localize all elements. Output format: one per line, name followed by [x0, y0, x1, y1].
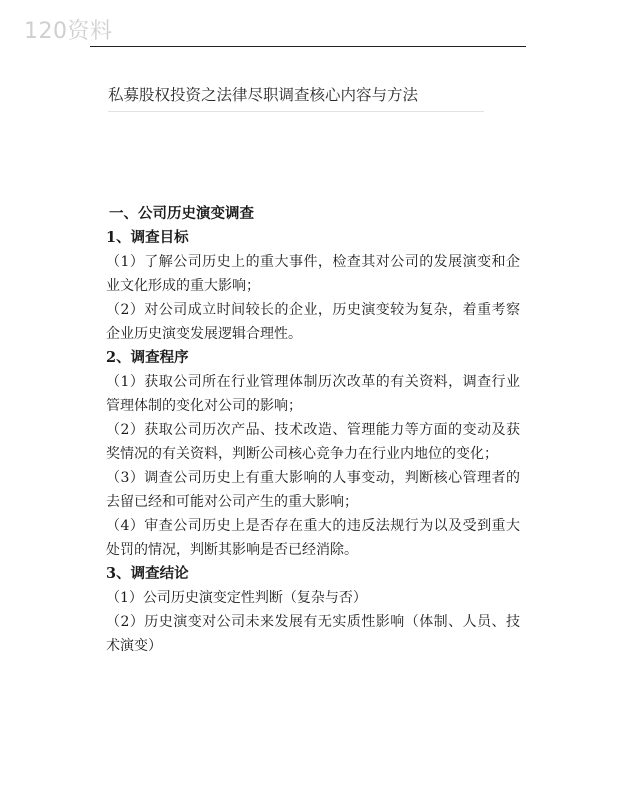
paragraph-conclusion-1: （1）公司历史演变定性判断（复杂与否）	[106, 590, 367, 606]
paragraph-goal-1: （1）了解公司历史上的重大事件，检查其对公司的发展演变和企业文化形成的重大影响；	[106, 254, 520, 294]
subsection-heading-procedure: 2、调查程序	[106, 349, 189, 366]
subsection-heading-conclusion: 3、调查结论	[106, 565, 189, 582]
section-heading: 一、公司历史演变调查	[109, 205, 254, 222]
paragraph-goal-2: （2）对公司成立时间较长的企业，历史演变较为复杂，着重考察企业历史演变发展逻辑合理性。	[106, 302, 520, 342]
paragraph-procedure-2: （2）获取公司历次产品、技术改造、管理能力等方面的变动及获奖情况的有关资料，判断公司核心竞争力在行业内地位的变化；	[106, 422, 520, 462]
paragraph-procedure-4: （4）审查公司历史上是否存在重大的违反法规行为以及受到重大处罚的情况，判断其影响是否已经消除。	[106, 518, 520, 558]
header-divider	[90, 46, 526, 47]
document-body	[106, 202, 520, 658]
paragraph-procedure-3: （3）调查公司历史上有重大影响的人事变动，判断核心管理者的去留已经和可能对公司产生的重大影响；	[106, 470, 520, 510]
watermark-logo: 120资料	[24, 19, 113, 44]
document-title: 私募股权投资之法律尽职调查核心内容与方法	[108, 86, 419, 104]
paragraph-procedure-1: （1）获取公司所在行业管理体制历次改革的有关资料，调查行业管理体制的变化对公司的影响；	[106, 374, 520, 414]
paragraph-conclusion-2: （2）历史演变对公司未来发展有无实质性影响（体制、人员、技术演变）	[106, 614, 520, 654]
title-underline	[108, 111, 484, 112]
subsection-heading-goals: 1、调查目标	[106, 229, 189, 246]
